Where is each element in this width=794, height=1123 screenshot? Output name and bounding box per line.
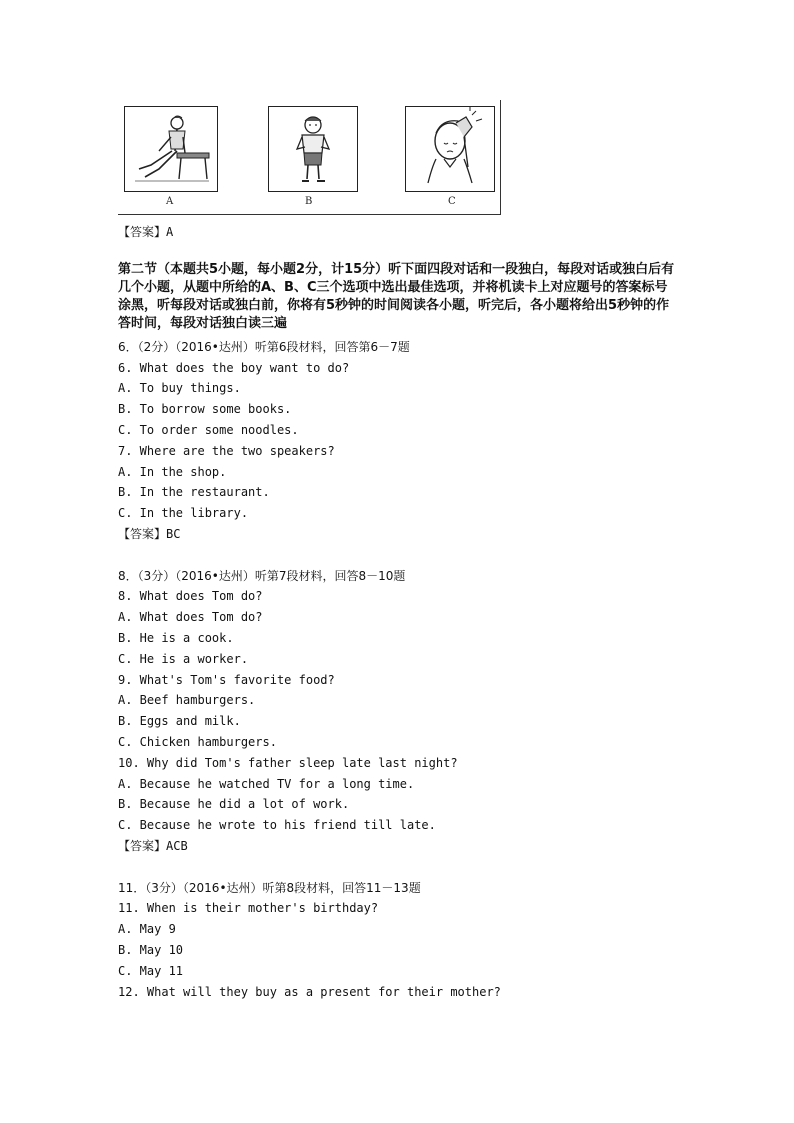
option-line: B. To borrow some books.: [118, 402, 292, 417]
question-line: 12. What will they buy as a present for their mother?: [118, 984, 501, 999]
picture-label-a: A: [166, 196, 174, 207]
option-line: C. To order some noodles.: [118, 422, 299, 437]
answer-value: BC: [166, 526, 181, 541]
section-heading: 第二节（本题共5小题，每小题2分，计15分）听下面四段对话和一段独白，每段对话或独白后有几个小题，从题中所给的A、B、C三个选项中选出最佳选项，并将机读卡上对应题号的答案标号涂黑，听每段对话或独白前，你将有5秒钟的时间阅读各小题，听完后，各小题将给出5秒钟的作答时间，每段对话独白读三遍: [118, 261, 675, 331]
document-body: [118, 222, 678, 1002]
option-line: C. Chicken hamburgers.: [118, 734, 277, 749]
question-line: 7. Where are the two speakers?: [118, 443, 335, 458]
person-stretching-leg-illustration: [125, 107, 217, 191]
question-line: 9. What's Tom's favorite food?: [118, 672, 335, 687]
picture-option-a: [124, 106, 218, 192]
question-group-header: 8．（3分）（2016•达州）听第7段材料，回答8－10题: [118, 568, 406, 583]
question-group-header: 11．（3分）（2016•达州）听第8段材料，回答11－13题: [118, 880, 421, 895]
option-line: B. Because he did a lot of work.: [118, 797, 350, 812]
question-line: 10. Why did Tom's father sleep late last night?: [118, 755, 458, 770]
answer-line: [118, 524, 678, 545]
option-line: C. He is a worker.: [118, 651, 249, 666]
picture-label-b: B: [305, 196, 313, 207]
answer-line: [118, 836, 678, 857]
option-line: B. Eggs and milk.: [118, 714, 241, 729]
option-line: C. May 11: [118, 963, 184, 978]
option-line: A. Beef hamburgers.: [118, 693, 256, 708]
option-line: B. May 10: [118, 942, 184, 957]
picture-label-c: C: [448, 196, 456, 207]
answer-prefix: 【答案】: [118, 526, 167, 541]
answer-value: ACB: [166, 838, 188, 853]
option-line: A. May 9: [118, 922, 176, 937]
option-line: A. Because he watched TV for a long time.: [118, 776, 415, 791]
option-line: C. Because he wrote to his friend till late.: [118, 818, 436, 833]
option-line: C. In the library.: [118, 506, 249, 521]
option-line: B. In the restaurant.: [118, 485, 270, 500]
question-line: 8. What does Tom do?: [118, 589, 263, 604]
answer-value: A: [166, 225, 174, 239]
answer-line: [118, 222, 678, 243]
question-line: 6. What does the boy want to do?: [118, 360, 350, 375]
boy-standing-illustration: [269, 107, 357, 191]
person-with-headache-illustration: [406, 107, 494, 191]
answer-prefix: 【答案】: [118, 225, 167, 239]
question-group-header: 6．（2分）（2016•达州）听第6段材料，回答第6－7题: [118, 339, 410, 354]
question-line: 11. When is their mother's birthday?: [118, 901, 379, 916]
picture-options-figure: [118, 100, 501, 215]
picture-option-c: [405, 106, 495, 192]
picture-option-b: [268, 106, 358, 192]
option-line: A. To buy things.: [118, 381, 241, 396]
option-line: A. What does Tom do?: [118, 610, 263, 625]
answer-prefix: 【答案】: [118, 838, 167, 853]
option-line: A. In the shop.: [118, 464, 227, 479]
option-line: B. He is a cook.: [118, 630, 234, 645]
